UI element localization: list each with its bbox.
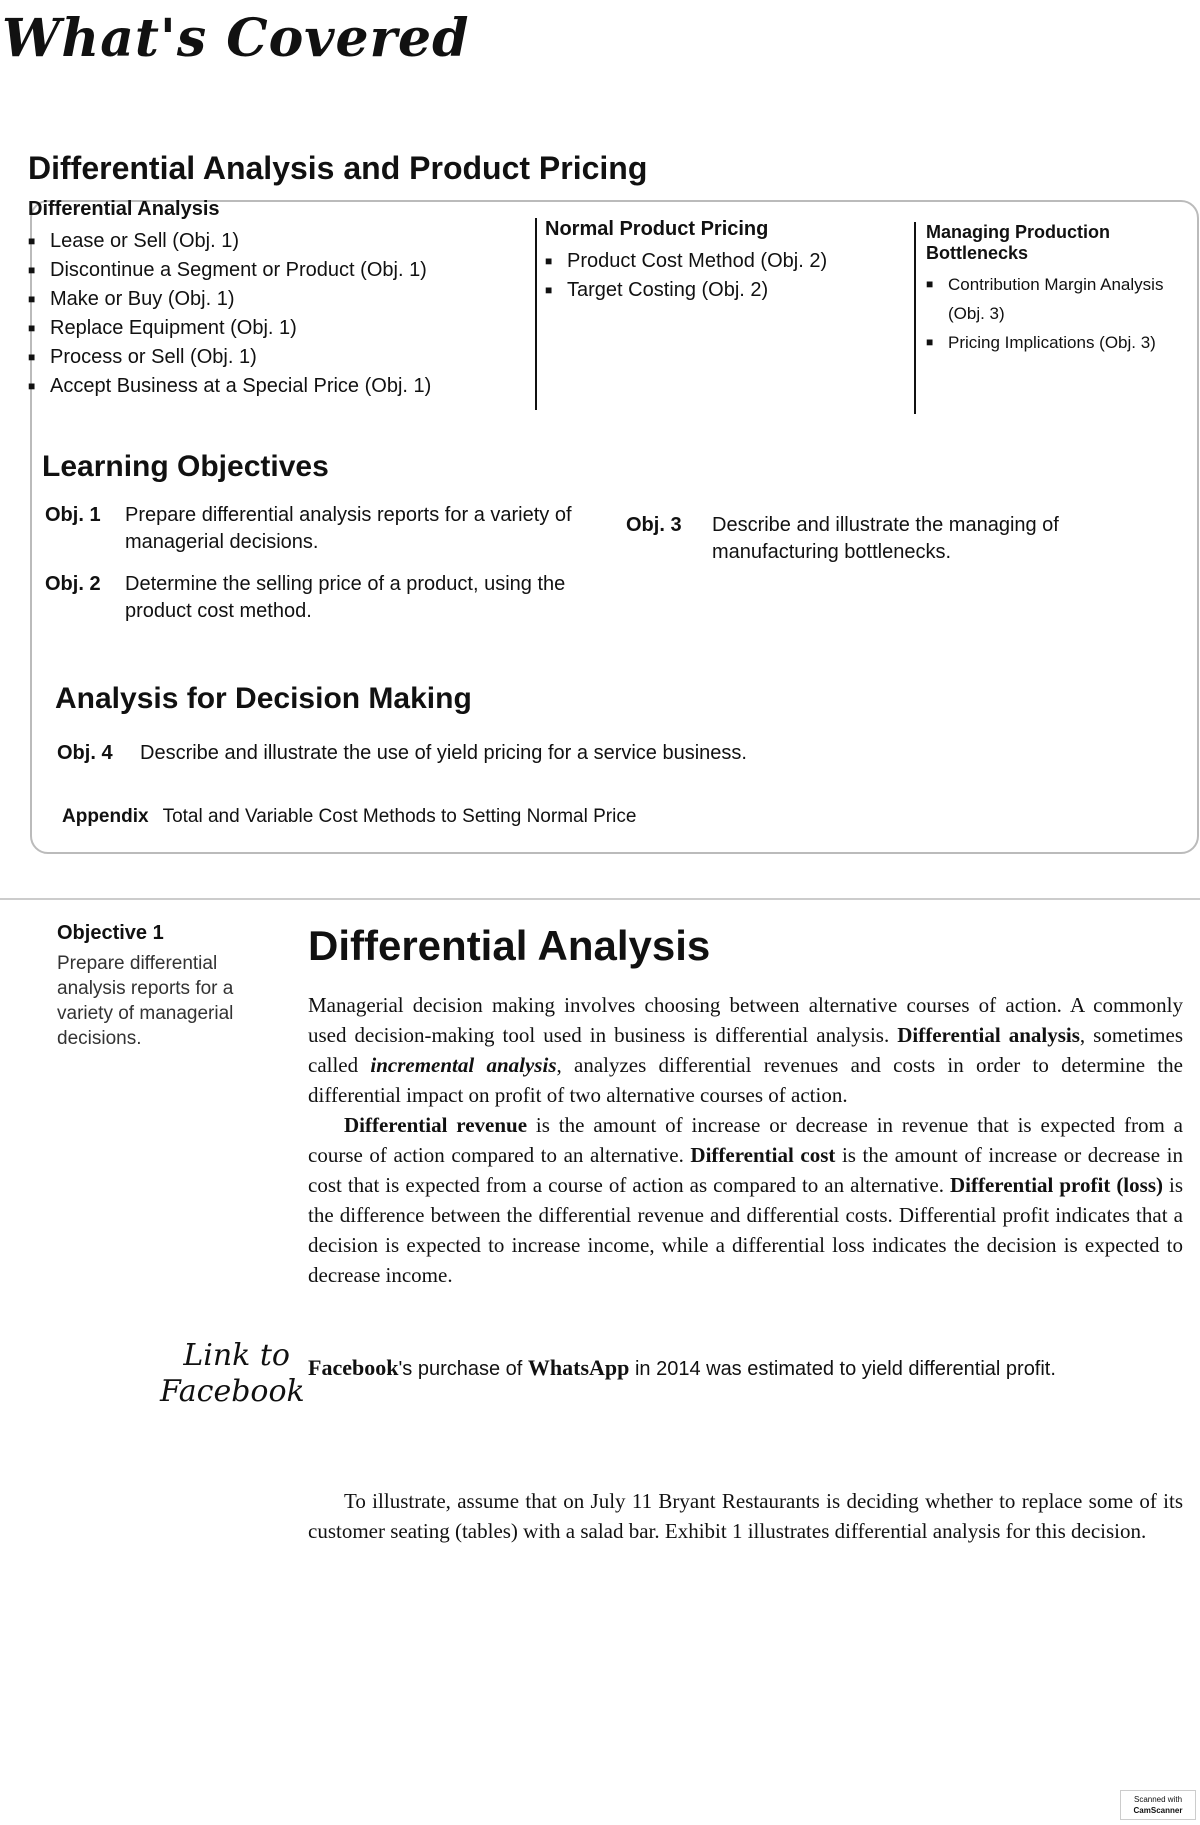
covered-title: Differential Analysis and Product Pricing: [28, 150, 648, 186]
column-divider: [535, 218, 537, 410]
objective-text: Describe and illustrate the use of yield pricing for a service business.: [140, 742, 747, 764]
list-item: ■ Product Cost Method (Obj. 2): [545, 247, 905, 276]
key-term: Differential analysis: [897, 1023, 1080, 1047]
section-heading: Differential Analysis: [308, 922, 711, 969]
paragraph: To illustrate, assume that on July 11 Bryant Restaurants is deciding whether to replace some of its customer seating (tables) with a salad bar. Exhibit 1 illustrates differential analysis for this decision.: [308, 1489, 1183, 1543]
scanner-watermark: [1120, 1790, 1196, 1820]
bullet-list: [28, 227, 528, 401]
company-name: Facebook: [308, 1355, 399, 1380]
column-heading: Managing Production Bottlenecks: [926, 222, 1110, 263]
objective-label: Objective 1: [57, 922, 164, 944]
covered-column-pricing: [545, 218, 905, 305]
appendix-item: [62, 803, 962, 830]
paragraph: Managerial decision making involves choosing between alternative courses of action. A commonly used decision-making tool used in business is differential analysis. Differential analysis, sometimes called incremental analysis, analyzes differential revenues and costs in order to determine the differential impact on profit of two alternative courses of action.: [308, 993, 1183, 1107]
link-label-line: Facebook: [160, 1374, 305, 1409]
key-term: Differential cost: [690, 1143, 836, 1167]
watermark-line: Scanned with: [1133, 1795, 1183, 1804]
list-item: ■ Pricing Implications (Obj. 3): [926, 328, 1190, 357]
paragraph: Differential revenue is the amount of increase or decrease in revenue that is expected from a course of action compared to an alternative. Differential cost is the amount of increase or decrease in cost that is expected from a course of action as compared to an alternative. Differential profit (loss) is the difference between the differential revenue and differential costs. Differential profit indicates that a decision is expected to increase income, while a differential loss indicates the decision is expected to decrease income.: [308, 1113, 1183, 1287]
list-item: ■ Target Costing (Obj. 2): [545, 276, 905, 305]
watermark-line: CamScanner: [1133, 1806, 1183, 1815]
objective-description: Prepare differential analysis reports for a variety of managerial decisions.: [57, 953, 234, 1049]
page-title: What's Covered: [2, 8, 470, 69]
link-label-line: Link to: [183, 1338, 290, 1373]
list-item: ■ Accept Business at a Special Price (Obj. 1): [28, 372, 528, 401]
objective-tag: Obj. 1: [45, 504, 101, 526]
objective-item: [626, 512, 1186, 566]
covered-column-differential: [28, 198, 528, 401]
section-divider: [0, 898, 1200, 900]
list-item: ■ Discontinue a Segment or Product (Obj. 1): [28, 256, 528, 285]
objective-tag: Obj. 3: [626, 514, 682, 536]
list-item: ■ Process or Sell (Obj. 1): [28, 343, 528, 372]
list-item: ■ Contribution Margin Analysis (Obj. 3): [926, 270, 1190, 328]
key-term: Differential revenue: [344, 1113, 528, 1137]
objective-item: [45, 571, 605, 625]
key-term: Differential profit (loss): [949, 1173, 1163, 1197]
sidebar-objective: [57, 922, 257, 1051]
column-divider: [914, 222, 916, 414]
illustration-text: [308, 1486, 1183, 1546]
company-name: WhatsApp: [527, 1355, 630, 1380]
list-item: ■ Replace Equipment (Obj. 1): [28, 314, 528, 343]
decision-making-title: Analysis for Decision Making: [55, 682, 472, 715]
list-item: ■ Make or Buy (Obj. 1): [28, 285, 528, 314]
objective-tag: Obj. 4: [57, 742, 113, 764]
appendix-tag: Appendix: [62, 806, 149, 827]
bullet-list: [545, 247, 905, 305]
bullet-list: [926, 270, 1190, 357]
objective-item: [57, 740, 957, 767]
objective-text: Determine the selling price of a product, using the product cost method.: [125, 573, 566, 622]
covered-column-bottlenecks: [926, 222, 1190, 357]
link-text: Facebook's purchase of WhatsApp in 2014 was estimated to yield differential profit.: [308, 1355, 1056, 1380]
objective-tag: Obj. 2: [45, 573, 101, 595]
key-term: incremental analysis: [370, 1053, 557, 1077]
objective-item: [45, 502, 605, 556]
list-item: ■ Lease or Sell (Obj. 1): [28, 227, 528, 256]
objective-text: Prepare differential analysis reports for a variety of managerial decisions.: [125, 504, 572, 553]
body-text: [308, 990, 1183, 1290]
column-heading: Normal Product Pricing: [545, 218, 769, 240]
link-label: [160, 1338, 305, 1410]
objective-text: Describe and illustrate the managing of manufacturing bottlenecks.: [712, 514, 1059, 563]
appendix-text: Total and Variable Cost Methods to Setting Normal Price: [162, 806, 637, 827]
learning-objectives-title: Learning Objectives: [42, 450, 329, 483]
column-heading: Differential Analysis: [28, 198, 220, 220]
